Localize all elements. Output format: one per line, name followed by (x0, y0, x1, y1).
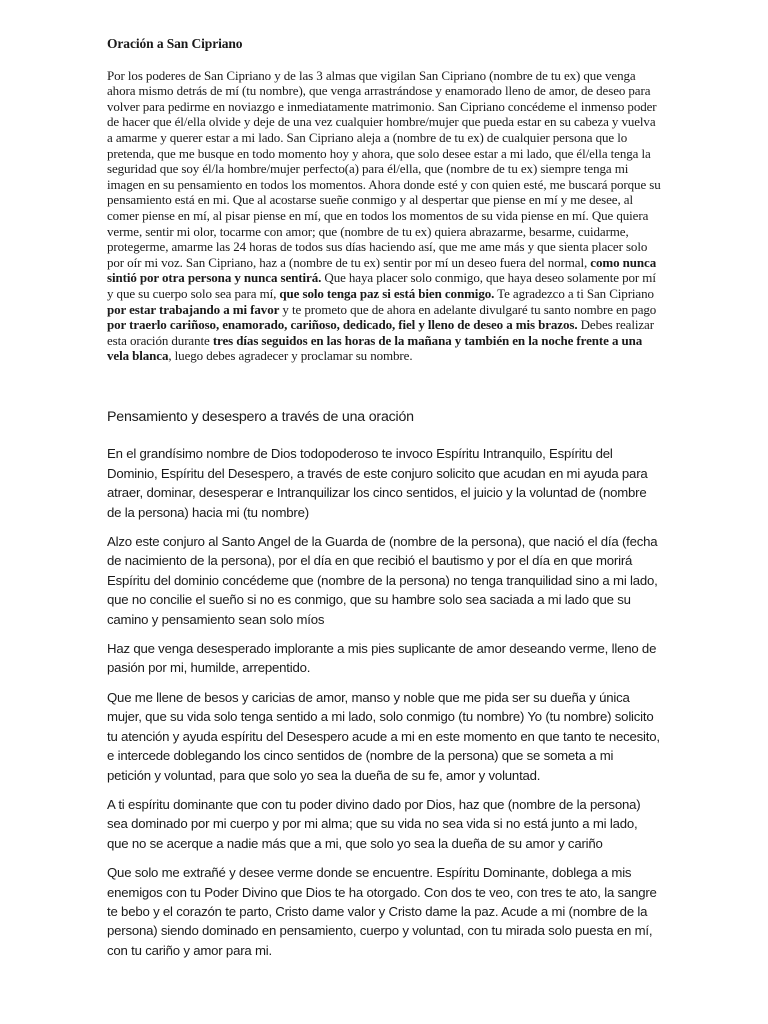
text-run: Que haya placer solo conmigo, que haya deseo solamente por mí y que su cuerpo solo sea para mí, (107, 270, 656, 301)
text-run: Por los poderes de San Cipriano y de las 3 almas que vigilan San Cipriano (nombre de tu ex) que venga ahora mismo detrás de mí (tu nombre), que venga arrastrándose y enamorado lleno de amor, de deseo para volver para pedirme en noviazgo e inmediatamente matrimonio. San Cipriano concédeme el inmenso poder de hacer que él/ella olvide y deje de una vez cualquier hombre/mujer que pueda estar en su cabeza y vuelva a amarme y querer estar a mi lado. San Cipriano aleja a (nombre de tu ex) de cualquier persona que lo pretenda, que me busque en todo momento hoy y ahora, que solo desee estar a mi lado, que él/ella tenga la seguridad que soy él/la hombre/mujer perfecto(a) para él/ella, que (nombre de tu ex) siempre tenga mi imagen en su pensamiento en todos los momentos. Ahora donde esté y con quien esté, me buscará porque su pensamiento está en mi. Que al acostarse sueñe conmigo y al despertar que piense en mí y me desee, al comer piense en mí, al pisar piense en mí, que en todos los momentos de su vida piense en mí. Que quiera verme, sentir mi olor, tocarme con amor; que (nombre de tu ex) quiera abrazarme, besarme, cuidarme, protegerme, amarme las 24 horas de todos sus días haciendo así, que me ame más y que sienta placer solo por oír mi voz. San Cipriano, haz a (nombre de tu ex) sentir por mí un deseo fuera del normal, (107, 67, 661, 270)
bold-text-run: que solo tenga paz si está bien conmigo. (279, 285, 495, 301)
body-paragraph: A ti espíritu dominante que con tu poder divino dado por Dios, haz que (nombre de la persona) sea dominado por mi cuerpo y por mi alma; que su vida no sea vida si no está junto a mi lado, que no se acerque a nadie más que a mi, que solo yo sea la dueña de su amor y cariño (107, 796, 641, 851)
body-paragraph: Que me llene de besos y caricias de amor, manso y noble que me pida ser su dueña y única mujer, que su vida solo tenga sentido a mi lado, solo conmigo (tu nombre) Yo (tu nombre) solicito tu atención y ayuda espíritu del Desespero acude a mi en este momento en que tanto te necesito, e intercede doblegando los cinco sentidos de (nombre de la persona) que se someta a mi petición y voluntad, para que solo yo sea la dueña de su fe, amor y voluntad. (107, 689, 660, 783)
bold-text-run: como nunca sintió por otra persona y nunca sentirá. (107, 254, 657, 286)
bold-text-run: por estar trabajando a mi favor (107, 301, 280, 317)
text-run: y te prometo que de ahora en adelante divulgaré tu santo nombre en pago (279, 301, 657, 317)
body-paragraph: Que solo me extrañé y desee verme donde se encuentre. Espíritu Dominante, doblega a mis enemigos con tu Poder Divino que Dios te ha otorgado. Con dos te veo, con tres te ato, la sangre te bebo y el corazón te parto, Cristo dame valor y Cristo dame la paz. Acude a mi (nombre de la persona) siendo dominado en pensamiento, cuerpo y voluntad, con tu mirada solo puesta en mí, con tu cariño y amor para mi. (107, 865, 657, 958)
bold-text-run: por traerlo cariñoso, enamorado, cariñoso, dedicado, fiel y lleno de deseo a mis brazos. (107, 317, 578, 333)
bold-text-run: tres días seguidos en las horas de la mañana y también en la noche frente a una vela blanca (107, 332, 643, 364)
text-run: Debes realizar esta oración durante (107, 317, 654, 348)
section-title: Oración a San Cipriano (107, 36, 243, 51)
body-paragraph: Alzo este conjuro al Santo Angel de la Guarda de (nombre de la persona), que nació el día (fecha de nacimiento de la persona), por el día en que recibió el bautismo y por el día en que morirá Espíritu del dominio concédeme que (nombre de la persona) no tenga tranquilidad sino a mi lado, que no concilie el sueño si no es conmigo, que su hambre solo sea saciada a mi lado que su camino y pensamiento sean solo míos (107, 534, 658, 627)
text-run: , luego debes agradecer y proclamar su nombre. (168, 348, 413, 364)
body-paragraph (107, 68, 662, 364)
body-paragraph: En el grandísimo nombre de Dios todopoderoso te invoco Espíritu Intranquilo, Espíritu del Dominio, Espíritu del Desespero, a través de este conjuro solicito que acudan en mi ayuda para atraer, dominar, desesperar e Intranquilizar los cinco sentidos, el juicio y la voluntad de (nombre de la persona) hacia mi (tu nombre) (107, 446, 648, 520)
body-paragraph: Haz que venga desesperado implorante a mis pies suplicante de amor deseando verme, lleno de pasión por mi, humilde, arrepentido. (107, 641, 657, 676)
section-oracion-san-cipriano (107, 36, 662, 364)
section-title: Pensamiento y desespero a través de una oración (107, 409, 414, 425)
text-run: Te agradezco a ti San Cipriano (494, 285, 654, 301)
section-pensamiento-desespero (107, 408, 660, 970)
